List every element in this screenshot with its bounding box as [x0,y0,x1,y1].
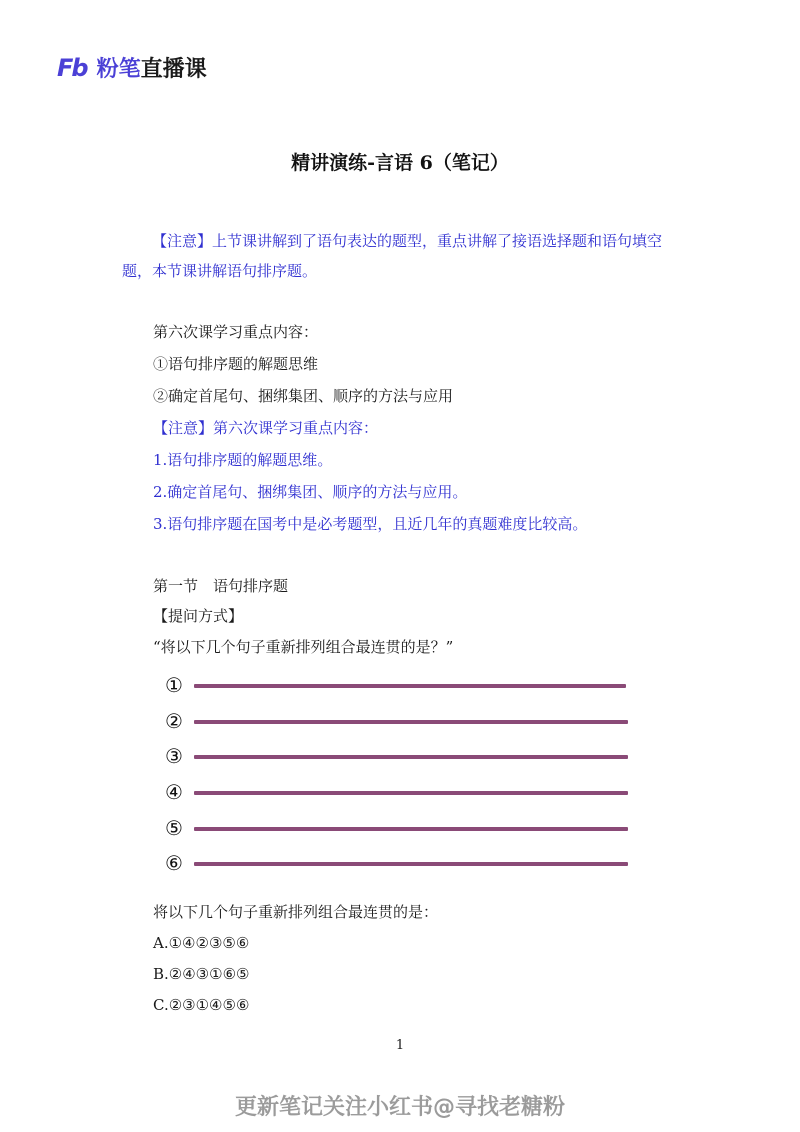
sentence-placeholder-bar [194,684,626,688]
focus-heading: 第六次课学习重点内容： [153,323,319,341]
sentence-lines-figure [160,672,640,882]
focus-item-2: ②确定首尾句、捆绑集团、顺序的方法与应用 [153,387,454,405]
sentence-line-2 [160,708,640,738]
fb-logo-icon: Fb [57,53,87,82]
section-heading: 第一节 语句排序题 [153,577,289,595]
question-quote: “将以下几个句子重新排列组合最连贯的是？” [153,638,454,656]
logo-text [97,52,207,83]
note-text: 上节课讲解到了语句表达的题型，重点讲解了接语选择题和语句填空题，本节课讲解语句排序题。 [122,232,663,280]
sentence-placeholder-bar [194,791,628,795]
section-subheading: 【提问方式】 [153,607,244,625]
sentence-placeholder-bar [194,827,628,831]
sentence-line-1 [160,672,640,702]
brand-logo [57,52,207,83]
note2-item-3: 3.语句排序题在国考中是必考题型，且近几年的真题难度比较高。 [153,515,588,533]
sentence-line-3 [160,743,640,773]
sentence-number: ② [165,709,183,733]
sentence-placeholder-bar [194,862,628,866]
page-title: 精讲演练-言语 6（笔记） [291,152,509,174]
note2-item-1: 1.语句排序题的解题思维。 [153,451,333,469]
note2-line [153,418,378,438]
logo-brand: 粉笔 [96,57,141,82]
logo-sub: 直播课 [140,57,207,82]
sentence-line-6 [160,850,640,880]
footer-watermark: 更新笔记关注小红书@寻找老糖粉 [234,1095,565,1120]
option-a: A.①④②③⑤⑥ [153,934,250,952]
note-tag: 【注意】 [152,232,213,250]
page-number: 1 [395,1038,405,1053]
sentence-number: ⑤ [165,816,183,840]
sentence-number: ③ [165,744,183,768]
sentence-placeholder-bar [194,755,628,759]
sentence-number: ④ [165,780,183,804]
note2-item-2: 2.确定首尾句、捆绑集团、顺序的方法与应用。 [153,483,468,501]
sentence-number: ① [165,673,183,697]
note-paragraph [122,226,690,286]
sentence-placeholder-bar [194,720,628,724]
sentence-line-4 [160,779,640,809]
note2-tag: 【注意】 [153,419,214,437]
option-c: C.②③①④⑤⑥ [153,996,250,1014]
sentence-number: ⑥ [165,851,183,875]
note2-heading: 第六次课学习重点内容： [213,419,379,437]
option-b: B.②④③①⑥⑤ [153,965,250,983]
question-prompt: 将以下几个句子重新排列组合最连贯的是： [153,903,439,921]
focus-item-1: ①语句排序题的解题思维 [153,355,319,373]
sentence-line-5 [160,815,640,845]
